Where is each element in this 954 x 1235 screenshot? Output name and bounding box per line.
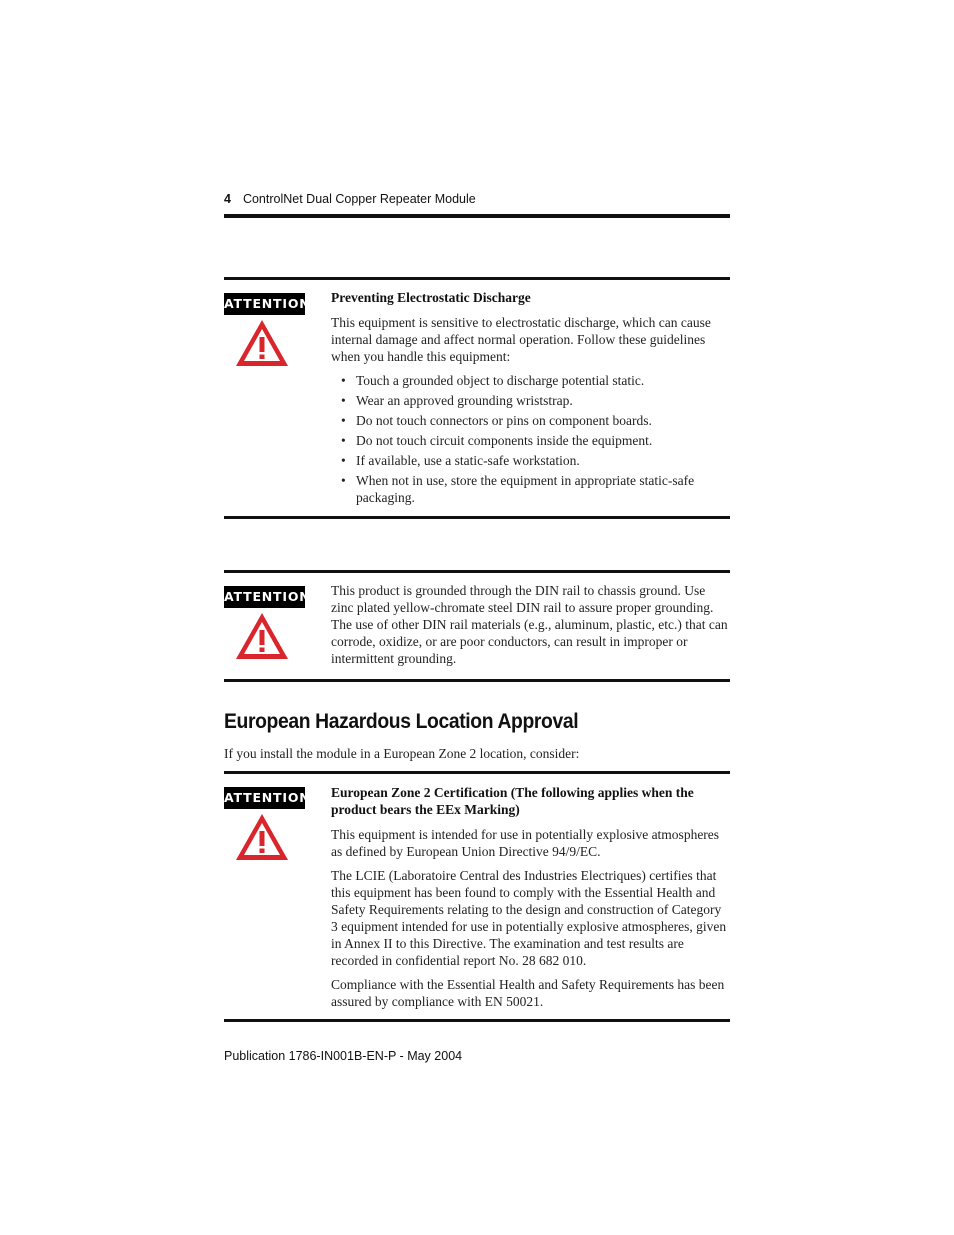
attention-content (331, 784, 729, 1017)
section-heading: European Hazardous Location Approval (224, 710, 579, 733)
attention-title: European Zone 2 Certification (The following applies when the product bears the EEx Marking) (331, 785, 694, 817)
header-rule (224, 214, 730, 218)
list-item: • Do not touch connectors or pins on component boards. (341, 413, 652, 428)
header-title: ControlNet Dual Copper Repeater Module (242, 192, 476, 206)
attention-paragraph: Compliance with the Essential Health and Safety Requirements has been assured by compliance with EN 50021. (331, 977, 725, 1009)
warning-triangle-icon (234, 318, 290, 368)
attention-box-esd (224, 277, 730, 519)
guideline-list (331, 372, 729, 506)
attention-title: Preventing Electrostatic Discharge (331, 290, 531, 305)
list-item: • Touch a grounded object to discharge potential static. (341, 373, 645, 388)
publication-footer: Publication 1786-IN001B-EN-P - May 2004 (224, 1049, 463, 1063)
attention-badge: ATTENTION (224, 586, 305, 608)
list-item: • If available, use a static-safe workstation. (341, 453, 580, 468)
warning-triangle-icon (234, 611, 290, 661)
running-header (224, 192, 730, 210)
attention-box-grounding (224, 570, 730, 682)
attention-intro: This equipment is sensitive to electrostatic discharge, which can cause internal damage and affect normal operation. Follow these guidelines when you handle this equipment: (331, 315, 711, 364)
attention-text: This product is grounded through the DIN rail to chassis ground. Use zinc plated yellow-chromate steel DIN rail to assure proper grounding. The use of other DIN rail materials (e.g., aluminum, plastic, etc.) that can corrode, oxidize, or are poor conductors, can result in improper or intermittent grounding. (331, 583, 728, 666)
attention-box-zone2 (224, 771, 730, 1022)
attention-paragraph: This equipment is intended for use in potentially explosive atmospheres as defined by European Union Directive 94/9/EC. (331, 827, 720, 859)
attention-content (331, 289, 729, 509)
warning-triangle-icon (234, 812, 290, 862)
attention-badge: ATTENTION (224, 787, 305, 809)
list-item: • Do not touch circuit components inside the equipment. (341, 433, 653, 448)
attention-badge: ATTENTION (224, 293, 305, 315)
page-number: 4 (224, 192, 231, 206)
attention-content (331, 582, 729, 674)
list-item: • Wear an approved grounding wriststrap. (341, 393, 573, 408)
section-intro: If you install the module in a European Zone 2 location, consider: (224, 746, 580, 761)
list-item: • When not in use, store the equipment in appropriate static-safe packaging. (341, 473, 695, 505)
attention-paragraph: The LCIE (Laboratoire Central des Industries Electriques) certifies that this equipment has been found to comply with the Essential Health and Safety Requirements relating to the design and construction of Category 3 equipment intended for use in potentially explosive atmospheres, given in Annex II to this Directive. The examination and test results are recorded in confidential report No. 28 682 010. (331, 868, 727, 968)
